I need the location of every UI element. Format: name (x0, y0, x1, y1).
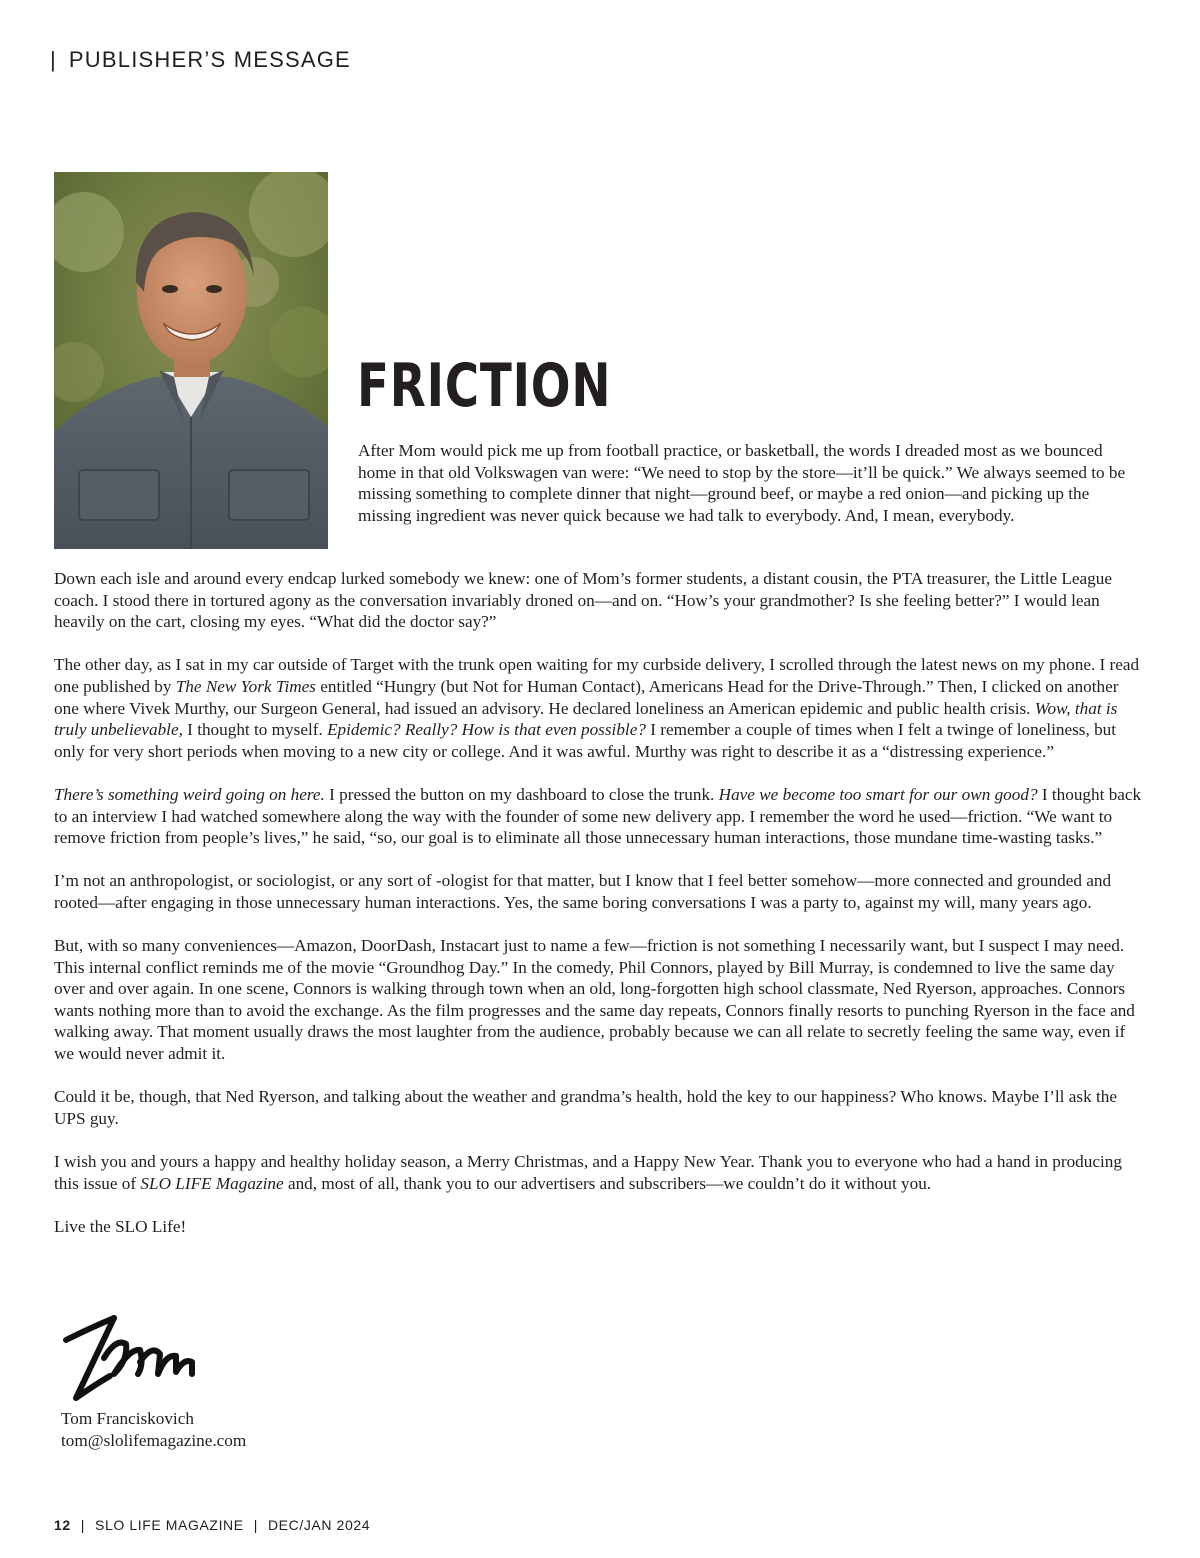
page-footer (54, 1517, 370, 1533)
footer-divider: | (253, 1517, 258, 1533)
paragraph-1: Down each isle and around every endcap lurked somebody we knew: one of Mom’s former students, a distant cousin, the PTA treasurer, the Little League coach. I stood there in tortured agony as the conversation invariably droned on—and on. “How’s your grandmother? Is she feeling better?” I would lean heavily on the cart, closing my eyes. “What did the doctor say?” (54, 569, 1113, 632)
article-intro: After Mom would pick me up from football practice, or basketball, the words I dreaded most as we bounced home in that old Volkswagen van were: “We need to stop by the store—it’ll be quick.” We always seemed to be missing something to complete dinner that night—ground beef, or maybe a red onion—and picking up the missing ingredient was never quick because we had talk to everybody. And, I mean, everybody. (358, 441, 1126, 525)
author-block (61, 1408, 246, 1451)
signoff: Live the SLO Life! (54, 1216, 187, 1236)
footer-divider: | (80, 1517, 86, 1533)
paragraph-6: Could it be, though, that Ned Ryerson, and talking about the weather and grandma’s health, hold the key to our happiness? Who knows. Maybe I’ll ask the UPS guy. (54, 1087, 1117, 1128)
footer-magazine: SLO LIFE MAGAZINE (95, 1517, 244, 1533)
section-label (50, 47, 351, 73)
magazine-name: SLO LIFE Magazine (140, 1173, 284, 1193)
author-email[interactable]: tom@slolifemagazine.com (61, 1430, 247, 1450)
paragraph-2: The other day, as I sat in my car outside of Target with the trunk open waiting for my curbside delivery, I scrolled through the latest news on my phone. I read one published by The New York Times entitled “Hungry (but Not for Human Contact), Americans Head for the Drive-Through.” Then, I clicked on another one where Vivek Murthy, our Surgeon General, had issued an advisory. He declared loneliness an American epidemic and public health crisis. Wow, that is truly unbelievable, I thought to myself. Epidemic? Really? How is that even possible? I remember a couple of times when I felt a twinge of loneliness, but only for very short periods when moving to a new city or college. And it was awful. Murthy was right to describe it as a “distressing experience.” (54, 655, 1140, 761)
paragraph-4: I’m not an anthropologist, or sociologist, or any sort of -ologist for that matter, but I know that I feel better somehow—more connected and grounded and rooted—after engaging in those unnecessary human interactions. Yes, the same boring conversations I was a party to, against my will, many years ago. (54, 871, 1112, 912)
author-portrait (54, 172, 328, 549)
publication-name: The New York Times (175, 676, 316, 696)
paragraph-7: I wish you and yours a happy and healthy holiday season, a Merry Christmas, and a Happy New Year. Thank you to everyone who had a hand in producing this issue of SLO LIFE Magazine and, most of all, thank you to our advertisers and subscribers—we couldn’t do it without you. (54, 1152, 1122, 1193)
article-title: FRICTION (357, 351, 612, 421)
footer-issue: DEC/JAN 2024 (267, 1517, 371, 1533)
author-name: Tom Franciskovich (61, 1409, 194, 1428)
paragraph-5: But, with so many conveniences—Amazon, DoorDash, Instacart just to name a few—friction is not something I necessarily want, but I suspect I may need. This internal conflict reminds me of the movie “Groundhog Day.” In the comedy, Phil Connors, played by Bill Murray, is condemned to live the same day over and over again. In one scene, Connors is walking through town when an old, long-forgotten high school classmate, Ned Ryerson, approaches. Connors wants nothing more than to avoid the exchange. As the film progresses and the same day repeats, Connors finally resorts to punching Ryerson in the face and walking away. That moment usually draws the most laughter from the audience, probably because we can all relate to secretly feeling the same way, even if we would never admit it. (54, 936, 1135, 1064)
section-divider: | (50, 47, 57, 72)
paragraph-3: There’s something weird going on here. I pressed the button on my dashboard to close the trunk. Have we become too smart for our own good? I thought back to an interview I had watched somewhere along the way with the founder of some new delivery app. I remember the word he used—friction. “We want to remove friction from people’s lives,” he said, “so, our goal is to eliminate all those unnecessary human interactions, those mundane time-wasting tasks.” (54, 784, 1142, 848)
signature-image (60, 1310, 200, 1406)
section-title: PUBLISHER’S MESSAGE (68, 47, 351, 72)
page-number: 12 (54, 1517, 71, 1533)
article-body (54, 568, 1146, 1237)
